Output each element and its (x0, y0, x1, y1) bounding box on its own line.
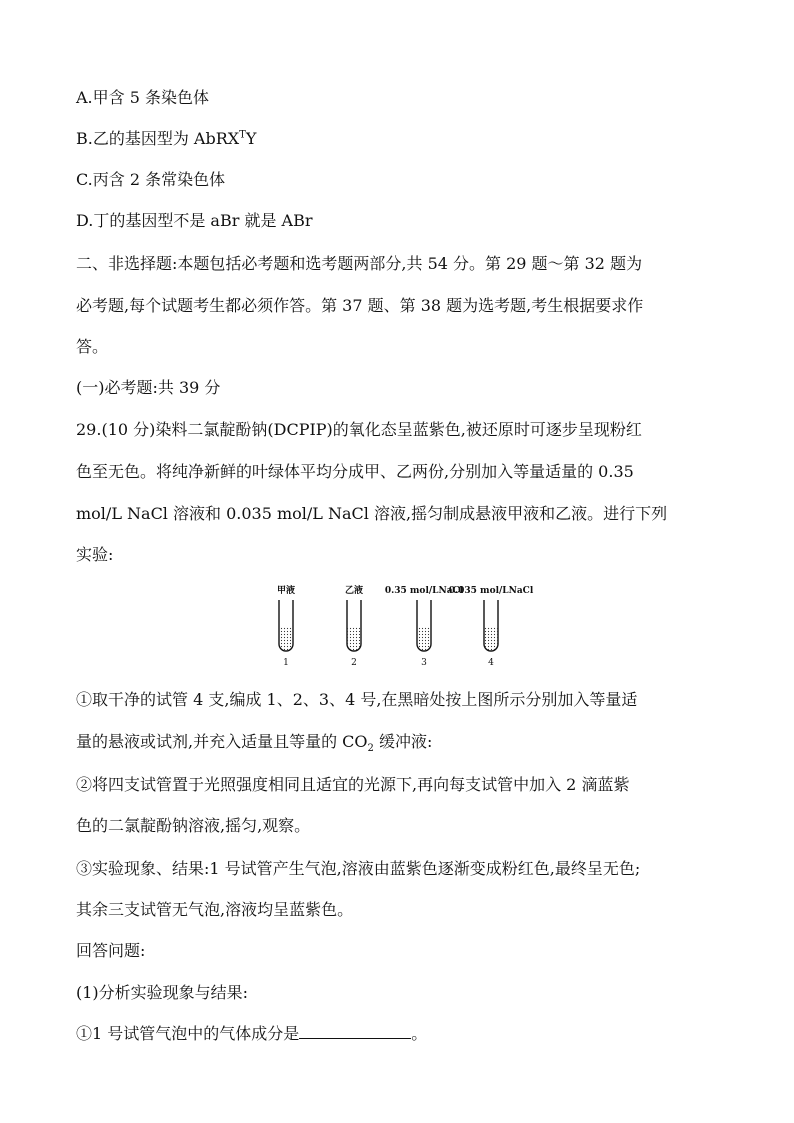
tube-1 (279, 600, 293, 651)
answer-heading: 回答问题: (76, 941, 146, 960)
tube-4-number: 4 (488, 658, 494, 668)
step2-line2: 色的二氯靛酚钠溶液,摇匀,观察。 (76, 816, 311, 835)
tube-3-number: 3 (421, 658, 427, 668)
question-1-1 (76, 1024, 427, 1044)
tube-4-label: 0.035 mol/LNaCl (448, 586, 534, 596)
tube-3-label: 0.35 mol/LNaCl (384, 586, 464, 596)
option-d: D.丁的基因型不是 aBr 就是 ABr (76, 211, 313, 230)
step1-line2 (76, 732, 433, 755)
step1-line2-text: 量的悬液或试剂,并充入适量且等量的 CO (76, 732, 368, 751)
option-b (76, 129, 256, 149)
tube-3 (417, 600, 431, 651)
step3-line1: ③实验现象、结果:1 号试管产生气泡,溶液由蓝紫色逐渐变成粉红色,最终呈无色; (76, 859, 641, 878)
option-b-suffix: Y (245, 129, 257, 148)
question-1-1-text: ①1 号试管气泡中的气体成分是 (76, 1024, 300, 1043)
option-b-superscript: T (239, 129, 246, 141)
tube-1-number: 1 (283, 658, 289, 668)
step1-line2-suffix: 缓冲液: (373, 732, 433, 751)
q29-line3: mol/L NaCl 溶液和 0.035 mol/L NaCl 溶液,摇匀制成悬液甲液和乙液。进行下列 (76, 504, 668, 523)
question-1: (1)分析实验现象与结果: (76, 983, 249, 1002)
q29-line2: 色至无色。将纯净新鲜的叶绿体平均分成甲、乙两份,分别加入等量适量的 0.35 (76, 462, 634, 481)
answer-blank[interactable] (299, 1024, 411, 1039)
step2-line1: ②将四支试管置于光照强度相同且适宜的光源下,再向每支试管中加入 2 滴蓝紫 (76, 775, 630, 794)
section2-line3: 答。 (76, 337, 109, 356)
option-a: A.甲含 5 条染色体 (76, 88, 209, 107)
tube-2-label: 乙液 (344, 586, 364, 596)
test-tube-figure (250, 582, 550, 672)
q29-line4: 实验: (76, 545, 114, 564)
tube-1-label: 甲液 (276, 586, 296, 596)
step1-line1: ①取干净的试管 4 支,编成 1、2、3、4 号,在黑暗处按上图所示分别加入等量适 (76, 690, 638, 709)
option-c: C.丙含 2 条常染色体 (76, 170, 226, 189)
step3-line2: 其余三支试管无气泡,溶液均呈蓝紫色。 (76, 900, 354, 919)
section2-line1: 二、非选择题:本题包括必考题和选考题两部分,共 54 分。第 29 题～第 32 题为 (76, 254, 643, 273)
question-1-1-end: 。 (411, 1024, 428, 1043)
section2-line2: 必考题,每个试题考生都必须作答。第 37 题、第 38 题为选考题,考生根据要求作 (76, 296, 644, 315)
tube-2-number: 2 (351, 658, 357, 668)
option-b-text: B.乙的基因型为 AbRX (76, 129, 240, 148)
section2-subheading: (一)必考题:共 39 分 (76, 378, 221, 397)
tube-2 (347, 600, 361, 651)
co2-subscript: 2 (367, 743, 374, 755)
tube-4 (484, 600, 498, 651)
q29-line1: 29.(10 分)染料二氯靛酚钠(DCPIP)的氧化态呈蓝紫色,被还原时可逐步呈现粉红 (76, 420, 642, 439)
